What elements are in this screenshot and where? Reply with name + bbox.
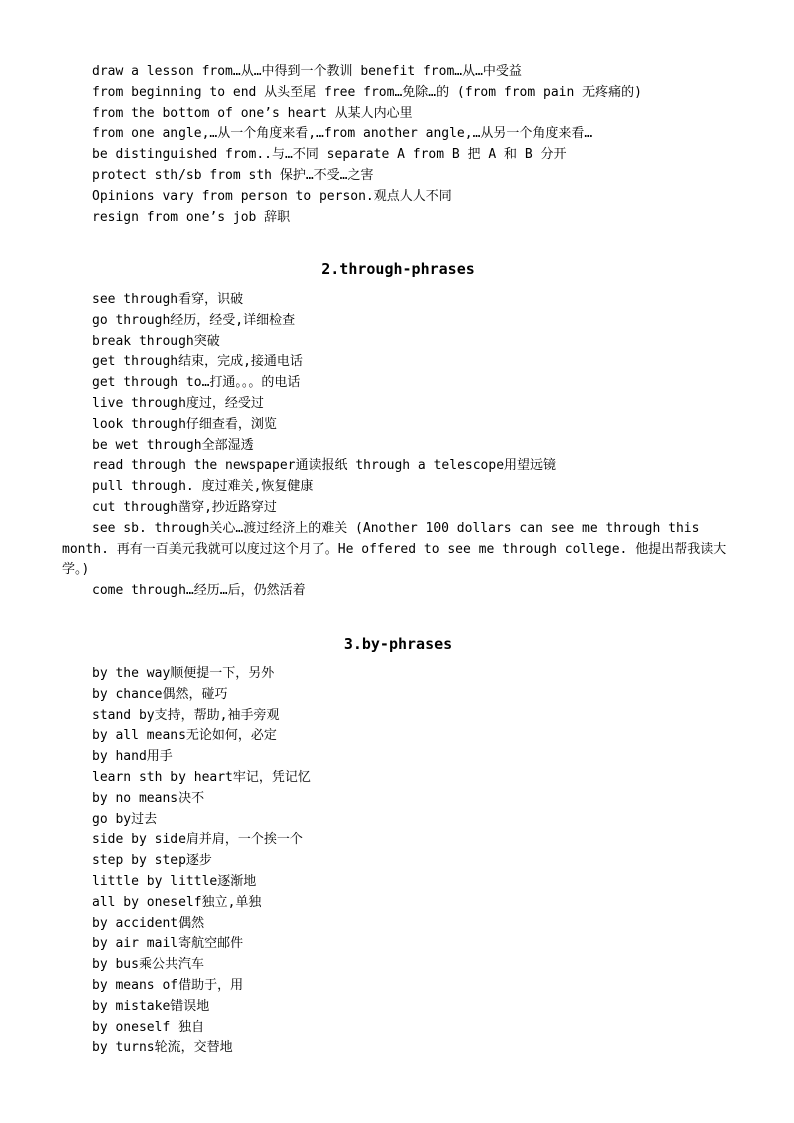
phrase-line: by oneself 独自 (92, 1019, 205, 1035)
phrase-line: by no means决不 (92, 790, 205, 806)
phrase-line: by accident偶然 (92, 915, 205, 931)
phrase-line: go by过去 (92, 811, 158, 827)
phrase-line: by air mail寄航空邮件 (92, 936, 244, 952)
phrase-line: all by oneself独立,单独 (92, 894, 262, 910)
phrase-line: step by step逐步 (92, 853, 212, 869)
phrase-line: see through看穿，识破 (92, 292, 244, 307)
phrase-line: by bus乘公共汽车 (92, 957, 204, 973)
phrase-line: read through the newspaper通读报纸 through a telescope用望远镜 (92, 458, 557, 474)
phrase-line: from beginning to end 从头至尾 free from…免除…的 (from from pain 无疼痛的) (92, 84, 642, 100)
phrase-line: by all means无论如何，必定 (92, 728, 277, 744)
phrase-line: by chance偶然，碰巧 (92, 686, 228, 702)
phrase-line: break through突破 (92, 333, 220, 349)
phrase-line: protect sth/sb from sth 保护…不受…之害 (92, 167, 374, 183)
by-phrases-list (62, 664, 734, 1059)
phrase-line: by the way顺便提一下，另外 (92, 666, 275, 681)
phrase-line: stand by支持，帮助,袖手旁观 (92, 707, 280, 723)
phrase-line: pull through. 度过难关,恢复健康 (92, 479, 314, 495)
phrase-paragraph: see sb. through关心…渡过经济上的难关 (Another 100 dollars can see me through this month. 再有一百美元我就可以度过这个月了。He offered to see me through college. 他提出帮我读大学。) (62, 520, 727, 578)
through-phrases-list (62, 290, 734, 602)
phrase-line: be distinguished from..与…不同 separate A from B 把 A 和 B 分开 (92, 147, 567, 163)
phrase-line: by turns轮流，交替地 (92, 1040, 233, 1056)
phrase-line: cut through凿穿,抄近路穿过 (92, 499, 277, 515)
phrase-line: go through经历，经受,详细检查 (92, 312, 296, 328)
phrase-line: get through结束，完成,接通电话 (92, 354, 303, 370)
phrase-line: be wet through全部湿透 (92, 437, 254, 453)
phrase-line: Opinions vary from person to person.观点人人不同 (92, 188, 452, 204)
phrase-line: from the bottom of one’s heart 从某人内心里 (92, 105, 413, 121)
phrase-line: by means of借助于，用 (92, 977, 244, 993)
phrase-line: draw a lesson from…从…中得到一个教训 benefit from…从…中受益 (92, 64, 522, 79)
phrase-line: learn sth by heart牢记，凭记忆 (92, 769, 311, 785)
phrase-line: come through…经历…后，仍然活着 (92, 583, 306, 599)
phrase-line: by mistake错误地 (92, 998, 210, 1014)
phrase-line: get through to…打通。。。的电话 (92, 375, 301, 391)
phrase-line: from one angle,…从一个角度来看,…from another angle,…从另一个角度来看… (92, 126, 593, 142)
section-heading-by: 3.by-phrases (343, 635, 453, 653)
section-heading-through: 2.through-phrases (321, 260, 475, 278)
from-phrases-list (62, 62, 734, 228)
phrase-line: resign from one’s job 辞职 (92, 209, 291, 225)
phrase-line: look through仔细查看，浏览 (92, 416, 277, 432)
phrase-line: by hand用手 (92, 749, 173, 765)
phrase-line: side by side肩并肩，一个挨一个 (92, 832, 303, 848)
phrase-line: live through度过，经受过 (92, 395, 264, 411)
phrase-line: little by little逐渐地 (92, 873, 257, 889)
